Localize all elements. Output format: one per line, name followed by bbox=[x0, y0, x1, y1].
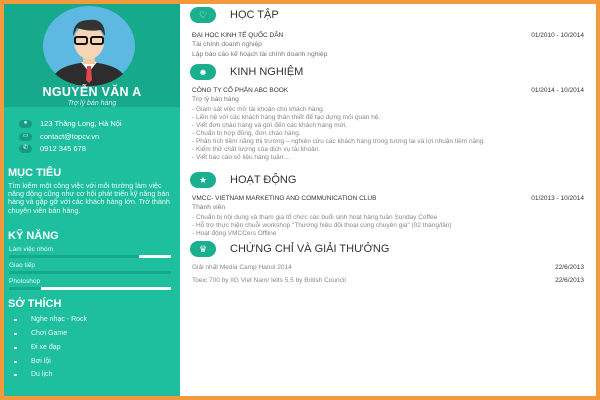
activity-row: VMCC- VIETNAM MARKETING AND COMMUNICATION CLUB 01/2013 - 10/2014 bbox=[192, 195, 584, 202]
award-row: Toeic 700 by IIG Viet Nam/ Ielts 5.5 by British Council 22/6/2013 bbox=[192, 277, 584, 284]
email-icon: ▭ bbox=[19, 133, 32, 141]
skill-bar bbox=[9, 287, 171, 290]
hobby-item: Bơi lội bbox=[14, 357, 51, 366]
users-icon: ☻ bbox=[190, 64, 216, 80]
avatar bbox=[43, 6, 135, 86]
main-content bbox=[190, 4, 590, 396]
skill-item: Làm việc nhóm bbox=[9, 246, 171, 254]
skill-bar bbox=[9, 255, 171, 258]
profile-header bbox=[4, 4, 180, 107]
bullet-icon bbox=[14, 319, 17, 321]
profile-role: Trợ lý bán hàng bbox=[67, 100, 117, 107]
hobby-item: Đi xe đạp bbox=[14, 343, 61, 352]
education-row: ĐẠI HỌC KINH TẾ QUỐC DÂN 01/2010 - 10/2014 bbox=[192, 32, 584, 39]
section-activities: ★ HOẠT ĐỘNG bbox=[190, 172, 296, 188]
skills-title: KỸ NĂNG bbox=[8, 230, 59, 242]
map-pin-icon: ● bbox=[19, 120, 32, 128]
skill-item: Photoshop bbox=[9, 278, 171, 286]
sidebar bbox=[4, 4, 180, 396]
section-education: ♡ HỌC TẬP bbox=[190, 7, 279, 23]
bullet-icon bbox=[14, 333, 17, 335]
contact-phone: ✆ 0912 345 678 bbox=[19, 144, 86, 153]
activity-details: - Chuẩn bị nội dung và tham gia tổ chức các buổi sinh hoạt hàng tuần Sunday Coffee - Hỗ trợ thực hiện chuỗi workshop "Thương hiệu đối thoại cùng chuyên gia" (02 tháng/lần) - Hoạt động VMCCers Offline bbox=[192, 214, 452, 237]
contact-address: ● 123 Thăng Long, Hà Nội bbox=[19, 119, 122, 128]
skill-bar bbox=[9, 271, 171, 274]
star-icon: ★ bbox=[190, 172, 216, 188]
experience-row: CÔNG TY CỔ PHẦN ABC BOOK 01/2014 - 10/2014 bbox=[192, 87, 584, 94]
bullet-icon bbox=[14, 374, 17, 376]
education-major: Tài chính doanh nghiệp bbox=[192, 41, 262, 48]
section-experience: ☻ KINH NGHIỆM bbox=[190, 64, 303, 80]
hobby-item: Chơi Game bbox=[14, 329, 67, 338]
activity-role: Thành viên bbox=[192, 204, 226, 211]
phone-icon: ✆ bbox=[19, 145, 32, 153]
skill-item: Giao tiếp bbox=[9, 262, 171, 270]
hobbies-title: SỞ THÍCH bbox=[8, 298, 62, 310]
bullet-icon bbox=[14, 347, 17, 349]
trophy-icon: ♛ bbox=[190, 241, 216, 257]
cv-page bbox=[4, 4, 596, 396]
profile-name: NGUYỄN VĂN A bbox=[42, 85, 142, 99]
heart-icon: ♡ bbox=[190, 7, 216, 23]
contact-email: ▭ contact@topcv.vn bbox=[19, 132, 99, 141]
experience-position: Trợ lý bán hàng bbox=[192, 96, 239, 103]
objective-text: Tìm kiếm một công việc với môi trường làm việc năng động cũng như cơ hội phát triển kỹ năng bán hàng và gặp gỡ với các khách hàng lớn. Trở thành chuyên viên bán hàng. bbox=[8, 181, 170, 215]
hobby-item: Nghe nhạc - Rock bbox=[14, 315, 87, 324]
section-awards: ♛ CHỨNG CHỈ VÀ GIẢI THƯỞNG bbox=[190, 241, 389, 257]
education-desc: Lập báo cáo kế hoạch tài chính doanh nghiệp bbox=[192, 51, 328, 58]
bullet-icon bbox=[14, 361, 17, 363]
experience-details: - Giám sát việc mở tài khoản cho khách hàng. - Liên hệ với các khách hàng thân thiết để tạo dựng mối quan hệ. - Viết đơn chào hàng và gửi đến các khách hàng mới. - Chuẩn bị hợp đồng, đơn chào hàng. - Phân tích tiềm năng thị trường – nghiên cứu các khách hàng trong tương lai và lợi nhuận tiềm năng. - Kiểm thử chất lượng của dịch vụ tài khoản. - Viết báo cáo số liệu hàng tuần.... bbox=[192, 106, 486, 161]
award-row: Giải nhất Media Camp Hanoi 2014 22/6/2013 bbox=[192, 264, 584, 271]
hobby-item: Du lịch bbox=[14, 370, 52, 379]
objective-title: MỤC TIÊU bbox=[8, 167, 62, 179]
